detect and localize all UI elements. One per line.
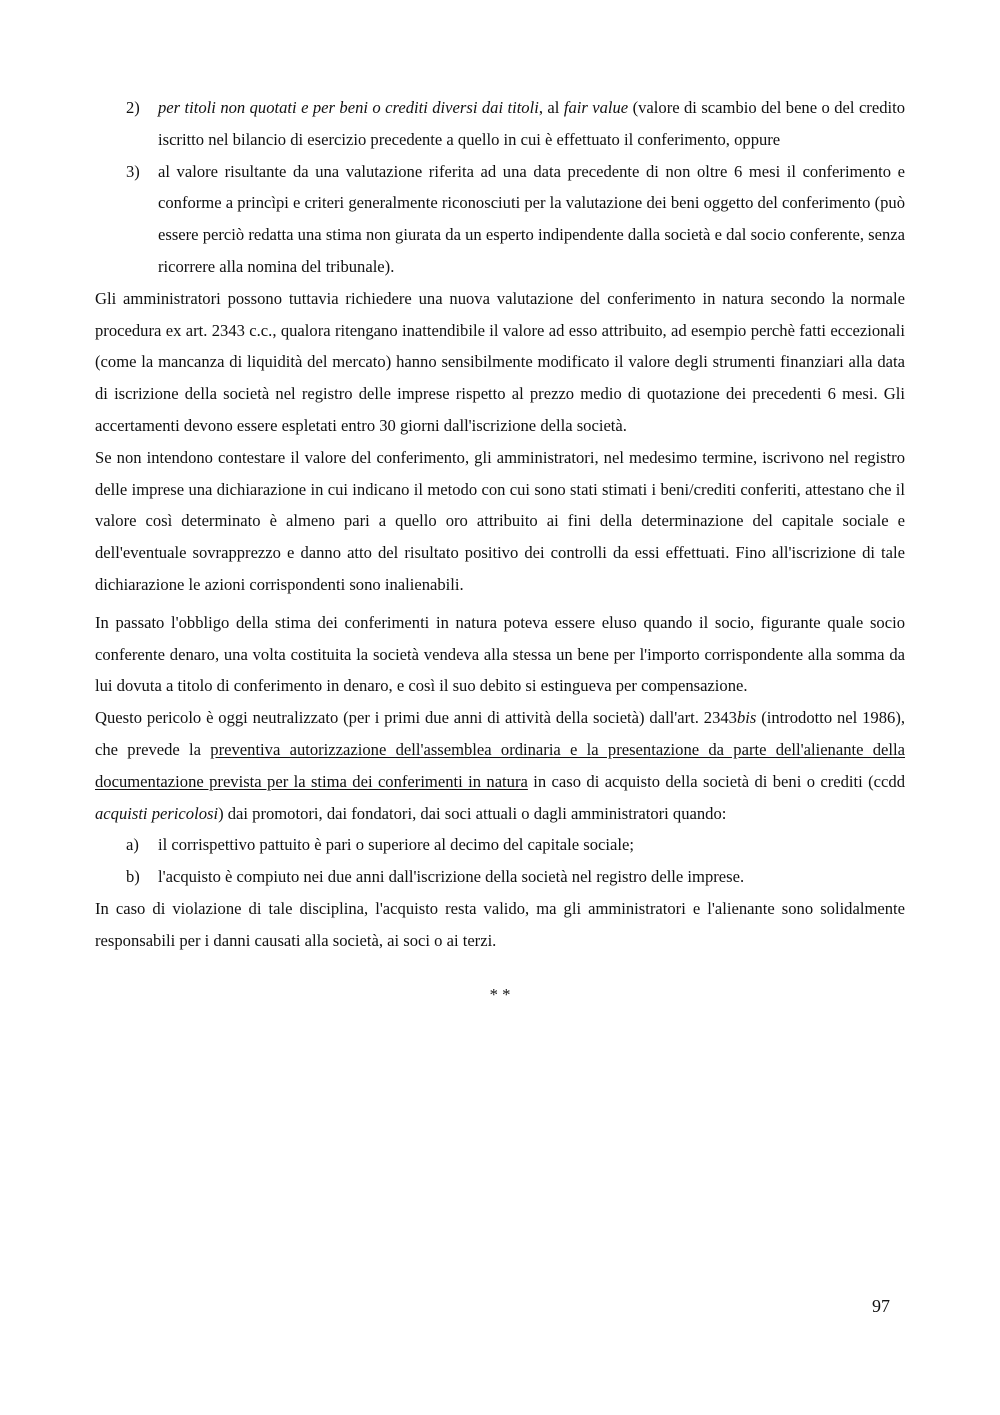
paragraph-dichiarazione: Se non intendono contestare il valore del conferimento, gli amministratori, nel medesimo termine, iscrivono nel registro delle imprese una dichiarazione in cui indicano il metodo con cui sono stati stimati i beni/crediti conferiti, attestano che il valore così determinato è almeno pari a quello oro attribuito ai fini della determinazione del capitale sociale e dell'eventuale sovrapprezzo e danno atto del risultato positivo dei controlli da essi effettuati. Fino all'iscrizione di tale dichiarazione le azioni corrispondenti sono inalienabili.	[95, 447, 905, 594]
text-span: (introdotto nel 1986), che prevede la	[95, 708, 905, 759]
text-span: (valore di scambio del bene o del credito iscritto nel bilancio di esercizio precedente a quello in cui è effettuato il conferimento, oppure	[158, 98, 906, 149]
list-item-text: l'acquisto è compiuto nei due anni dall'iscrizione della società nel registro delle imprese.	[158, 867, 745, 887]
list-marker: 2)	[126, 98, 140, 117]
italic-text: fair value	[563, 98, 629, 117]
list-item-2	[95, 92, 905, 156]
text-span: , al	[538, 98, 564, 117]
italic-text: acquisti pericolosi	[95, 803, 219, 823]
text-span: in caso di acquisto della società di beni o crediti (ccdd	[527, 771, 905, 791]
text-span: Questo pericolo è oggi neutralizzato (per i primi due anni di attività della società) dall'art. 2343	[95, 708, 737, 728]
text-span: ) dai promotori, dai fondatori, dai soci attuali o dagli amministratori quando:	[218, 803, 727, 823]
page-number: 97	[872, 1296, 890, 1316]
paragraph-questo-pericolo	[95, 702, 905, 829]
list-item-a	[95, 829, 905, 861]
italic-text: per titoli non quotati e per beni o crediti diversi dai titoli	[158, 98, 539, 117]
paragraph-violazione: In caso di violazione di tale disciplina, l'acquisto resta valido, ma gli amministratori e l'alienante sono solidalmente responsabili per i danni causati alla società, ai soci o ai terzi.	[95, 898, 905, 950]
list-marker: b)	[126, 867, 140, 887]
list-item-text: il corrispettivo pattuito è pari o superiore al decimo del capitale sociale;	[158, 835, 634, 855]
list-item-text: al valore risultante da una valutazione riferita ad una data precedente di non oltre 6 mesi il conferimento e conforme a princìpi e criteri generalmente riconosciuti per la valutazione dei beni oggetto del conferimento (può essere perciò redatta una stima non giurata da un esperto indipendente dalla società e dal socio conferente, senza ricorrere alla nomina del tribunale).	[158, 161, 905, 276]
paragraph-amministratori-valutazione: Gli amministratori possono tuttavia richiedere una nuova valutazione del conferimento in natura secondo la normale procedura ex art. 2343 c.c., qualora ritengano inattendibile il valore ad esso attribuito, ad esempio perchè fatti eccezionali (come la mancanza di liquidità del mercato) hanno sensibilmente modificato il valore degli strumenti finanziari alla data di iscrizione della società nel registro delle imprese rispetto al prezzo medio di quotazione dei precedenti 6 mesi. Gli accertamenti devono essere espletati entro 30 giorni dall'iscrizione della società.	[95, 288, 905, 435]
list-item-text	[158, 92, 905, 156]
list-item-b	[95, 861, 905, 893]
list-marker: 3)	[126, 161, 140, 181]
document-body	[95, 92, 905, 1010]
paragraph-in-passato: In passato l'obbligo della stima dei conferimenti in natura poteva essere eluso quando il socio, figurante quale socio conferente denaro, una volta costituita la società vendeva alla stessa un bene per l'importo corrispondente alla somma da lui dovuta a titolo di conferimento in denaro, e così il suo debito si estingueva per compensazione.	[95, 612, 905, 696]
list-item-3	[95, 156, 905, 283]
italic-text: bis	[736, 708, 757, 728]
list-marker: a)	[126, 835, 139, 855]
underlined-text: preventiva autorizzazione dell'assemblea ordinaria e la presentazione da parte dell'alienante della documentazione prevista per la stima dei conferimenti in natura	[95, 739, 905, 791]
section-separator: * *	[489, 984, 511, 1004]
